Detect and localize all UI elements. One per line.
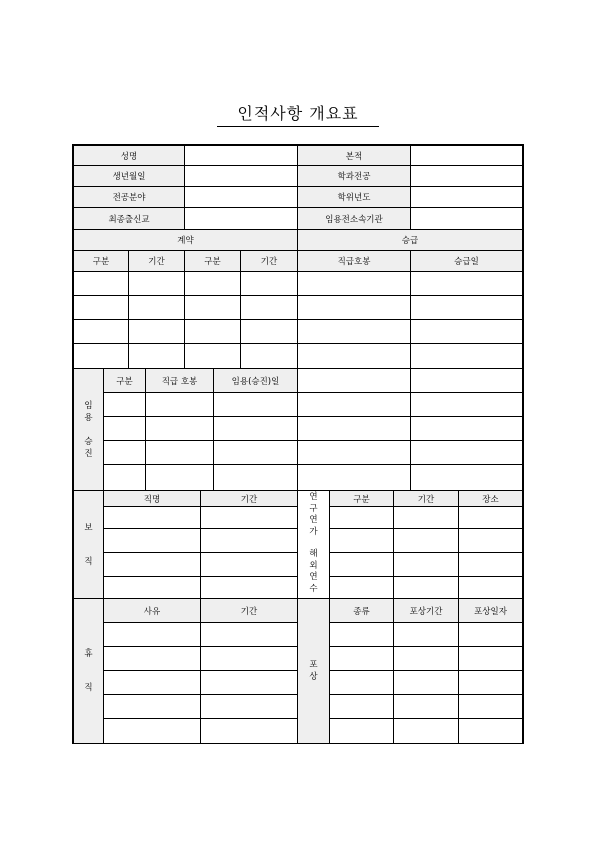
award-col-date: 포상일자 [458, 598, 523, 623]
promotion-right-cell[interactable] [297, 368, 411, 393]
promotion-cell[interactable] [145, 440, 214, 465]
prev-org-label: 임용전소속기관 [297, 207, 411, 230]
pay-cell[interactable] [297, 319, 411, 344]
research-label-char: 해 [309, 549, 318, 559]
contract-col-type-2: 구분 [184, 250, 241, 272]
position-cell[interactable] [200, 506, 298, 529]
award-cell[interactable] [329, 622, 394, 647]
promotion-cell[interactable] [213, 464, 298, 491]
promotion-right-cell[interactable] [297, 416, 411, 441]
contract-cell[interactable] [128, 343, 185, 369]
promotion-cell[interactable] [213, 440, 298, 465]
contract-col-period-2: 기간 [240, 250, 298, 272]
leave-label-char: 휴 [84, 649, 93, 659]
promotion-right-cell[interactable] [410, 464, 523, 491]
research-cell[interactable] [393, 528, 459, 553]
position-section-label [73, 490, 104, 599]
research-cell[interactable] [329, 528, 394, 553]
promotion-right-cell[interactable] [410, 416, 523, 441]
pay-cell[interactable] [297, 343, 411, 369]
promotion-right-cell[interactable] [297, 464, 411, 491]
pay-cell[interactable] [410, 271, 523, 296]
major-dept-label: 학과전공 [297, 165, 411, 187]
personnel-form [72, 144, 524, 744]
promotion-cell[interactable] [103, 392, 146, 417]
position-label-char: 직 [84, 556, 93, 567]
award-cell[interactable] [329, 670, 394, 695]
promotion-label-char: 임 [84, 400, 93, 411]
field-label: 전공분야 [73, 186, 185, 208]
position-col-period: 기간 [200, 490, 298, 507]
contract-cell[interactable] [128, 319, 185, 344]
promotion-cell[interactable] [145, 464, 214, 491]
award-col-period: 포상기간 [393, 598, 459, 623]
promotion-col-type: 구분 [103, 368, 146, 393]
position-cell[interactable] [103, 552, 201, 577]
promotion-cell[interactable] [213, 392, 298, 417]
pay-header: 승급 [297, 229, 523, 251]
leave-cell[interactable] [200, 670, 298, 695]
promotion-label-char: 용 [84, 412, 93, 423]
school-label: 최종출신교 [73, 207, 185, 230]
promotion-cell[interactable] [103, 440, 146, 465]
leave-cell[interactable] [200, 622, 298, 647]
pay-col-date: 승급일 [410, 250, 523, 272]
promotion-col-grade: 직급 호봉 [145, 368, 214, 393]
page-title: 인적사항 개요표 [237, 104, 359, 123]
contract-cell[interactable] [73, 343, 129, 369]
contract-cell[interactable] [184, 271, 241, 296]
award-cell[interactable] [393, 670, 459, 695]
award-label-char: 상 [309, 672, 318, 682]
pay-col-grade: 직급호봉 [297, 250, 411, 272]
research-cell[interactable] [458, 576, 523, 599]
name-label: 성명 [73, 145, 185, 166]
research-cell[interactable] [393, 506, 459, 529]
research-cell[interactable] [458, 506, 523, 529]
name-field[interactable] [184, 145, 298, 166]
research-cell[interactable] [329, 506, 394, 529]
origin-field[interactable] [410, 145, 523, 166]
award-cell[interactable] [329, 694, 394, 719]
award-cell[interactable] [393, 622, 459, 647]
contract-cell[interactable] [240, 343, 298, 369]
leave-cell[interactable] [200, 694, 298, 719]
degree-year-field[interactable] [410, 186, 523, 208]
research-cell[interactable] [329, 576, 394, 599]
pay-cell[interactable] [410, 295, 523, 320]
contract-cell[interactable] [240, 319, 298, 344]
contract-col-type-1: 구분 [73, 250, 129, 272]
research-col-place: 장소 [458, 490, 523, 507]
prev-org-field[interactable] [410, 207, 523, 230]
pay-cell[interactable] [410, 319, 523, 344]
award-section-label [297, 598, 330, 744]
position-cell[interactable] [200, 576, 298, 599]
position-cell[interactable] [103, 506, 201, 529]
promotion-label-char: 진 [84, 448, 93, 459]
leave-label-char: 직 [84, 683, 93, 693]
promotion-cell[interactable] [145, 416, 214, 441]
award-cell[interactable] [393, 694, 459, 719]
award-cell[interactable] [393, 646, 459, 671]
award-cell[interactable] [393, 718, 459, 744]
promotion-right-cell[interactable] [410, 368, 523, 393]
promotion-right-cell[interactable] [297, 392, 411, 417]
position-cell[interactable] [103, 576, 201, 599]
birth-field[interactable] [184, 165, 298, 187]
award-label-char: 포 [309, 660, 318, 670]
research-label-char: 연 [309, 492, 318, 502]
award-cell[interactable] [458, 694, 523, 719]
leave-cell[interactable] [103, 694, 201, 719]
award-cell[interactable] [458, 646, 523, 671]
birth-label: 생년월일 [73, 165, 185, 187]
research-label-char: 외 [309, 560, 318, 571]
research-cell[interactable] [393, 552, 459, 577]
contract-cell[interactable] [184, 295, 241, 320]
contract-cell[interactable] [240, 295, 298, 320]
contract-cell[interactable] [128, 295, 185, 320]
position-label-char: 보 [84, 522, 93, 533]
promotion-label-char: 승 [84, 436, 93, 447]
award-cell[interactable] [329, 718, 394, 744]
award-col-kind: 종류 [329, 598, 394, 623]
pay-cell[interactable] [297, 295, 411, 320]
promotion-right-cell[interactable] [410, 392, 523, 417]
leave-col-period: 기간 [200, 598, 298, 623]
leave-cell[interactable] [103, 646, 201, 671]
field-field[interactable] [184, 186, 298, 208]
research-section-label [297, 490, 330, 599]
contract-cell[interactable] [73, 319, 129, 344]
research-cell[interactable] [393, 576, 459, 599]
research-label-char: 수 [309, 583, 318, 594]
research-cell[interactable] [458, 528, 523, 553]
research-cell[interactable] [329, 552, 394, 577]
contract-cell[interactable] [184, 343, 241, 369]
promotion-cell[interactable] [103, 464, 146, 491]
degree-year-label: 학위년도 [297, 186, 411, 208]
leave-cell[interactable] [200, 718, 298, 744]
research-cell[interactable] [458, 552, 523, 577]
award-cell[interactable] [458, 718, 523, 744]
promotion-cell[interactable] [213, 416, 298, 441]
school-field[interactable] [184, 207, 298, 230]
research-label-char: 가 [309, 526, 318, 537]
promotion-right-cell[interactable] [297, 440, 411, 465]
research-col-period: 기간 [393, 490, 459, 507]
contract-cell[interactable] [184, 319, 241, 344]
contract-cell[interactable] [128, 271, 185, 296]
promotion-section-label [73, 368, 104, 491]
major-dept-field[interactable] [410, 165, 523, 187]
title-underline [217, 126, 379, 127]
contract-cell[interactable] [240, 271, 298, 296]
leave-col-reason: 사유 [103, 598, 201, 623]
promotion-cell[interactable] [103, 416, 146, 441]
research-label-char: 연 [309, 572, 318, 582]
origin-label: 본적 [297, 145, 411, 166]
pay-cell[interactable] [297, 271, 411, 296]
leave-cell[interactable] [103, 622, 201, 647]
leave-cell[interactable] [103, 718, 201, 744]
contract-col-period-1: 기간 [128, 250, 185, 272]
position-cell[interactable] [200, 552, 298, 577]
research-col-type: 구분 [329, 490, 394, 507]
contract-cell[interactable] [73, 295, 129, 320]
promotion-right-cell[interactable] [410, 440, 523, 465]
leave-section-label [73, 598, 104, 744]
position-cell[interactable] [200, 528, 298, 553]
leave-cell[interactable] [103, 670, 201, 695]
position-col-title: 직명 [103, 490, 201, 507]
contract-header: 계약 [73, 229, 298, 251]
promotion-col-date: 임용(승진)일 [213, 368, 298, 393]
pay-cell[interactable] [410, 343, 523, 369]
award-cell[interactable] [458, 670, 523, 695]
promotion-cell[interactable] [145, 392, 214, 417]
research-label-char: 구 [309, 503, 318, 514]
award-cell[interactable] [329, 646, 394, 671]
award-cell[interactable] [458, 622, 523, 647]
position-cell[interactable] [103, 528, 201, 553]
contract-cell[interactable] [73, 271, 129, 296]
leave-cell[interactable] [200, 646, 298, 671]
research-label-char: 연 [309, 515, 318, 525]
